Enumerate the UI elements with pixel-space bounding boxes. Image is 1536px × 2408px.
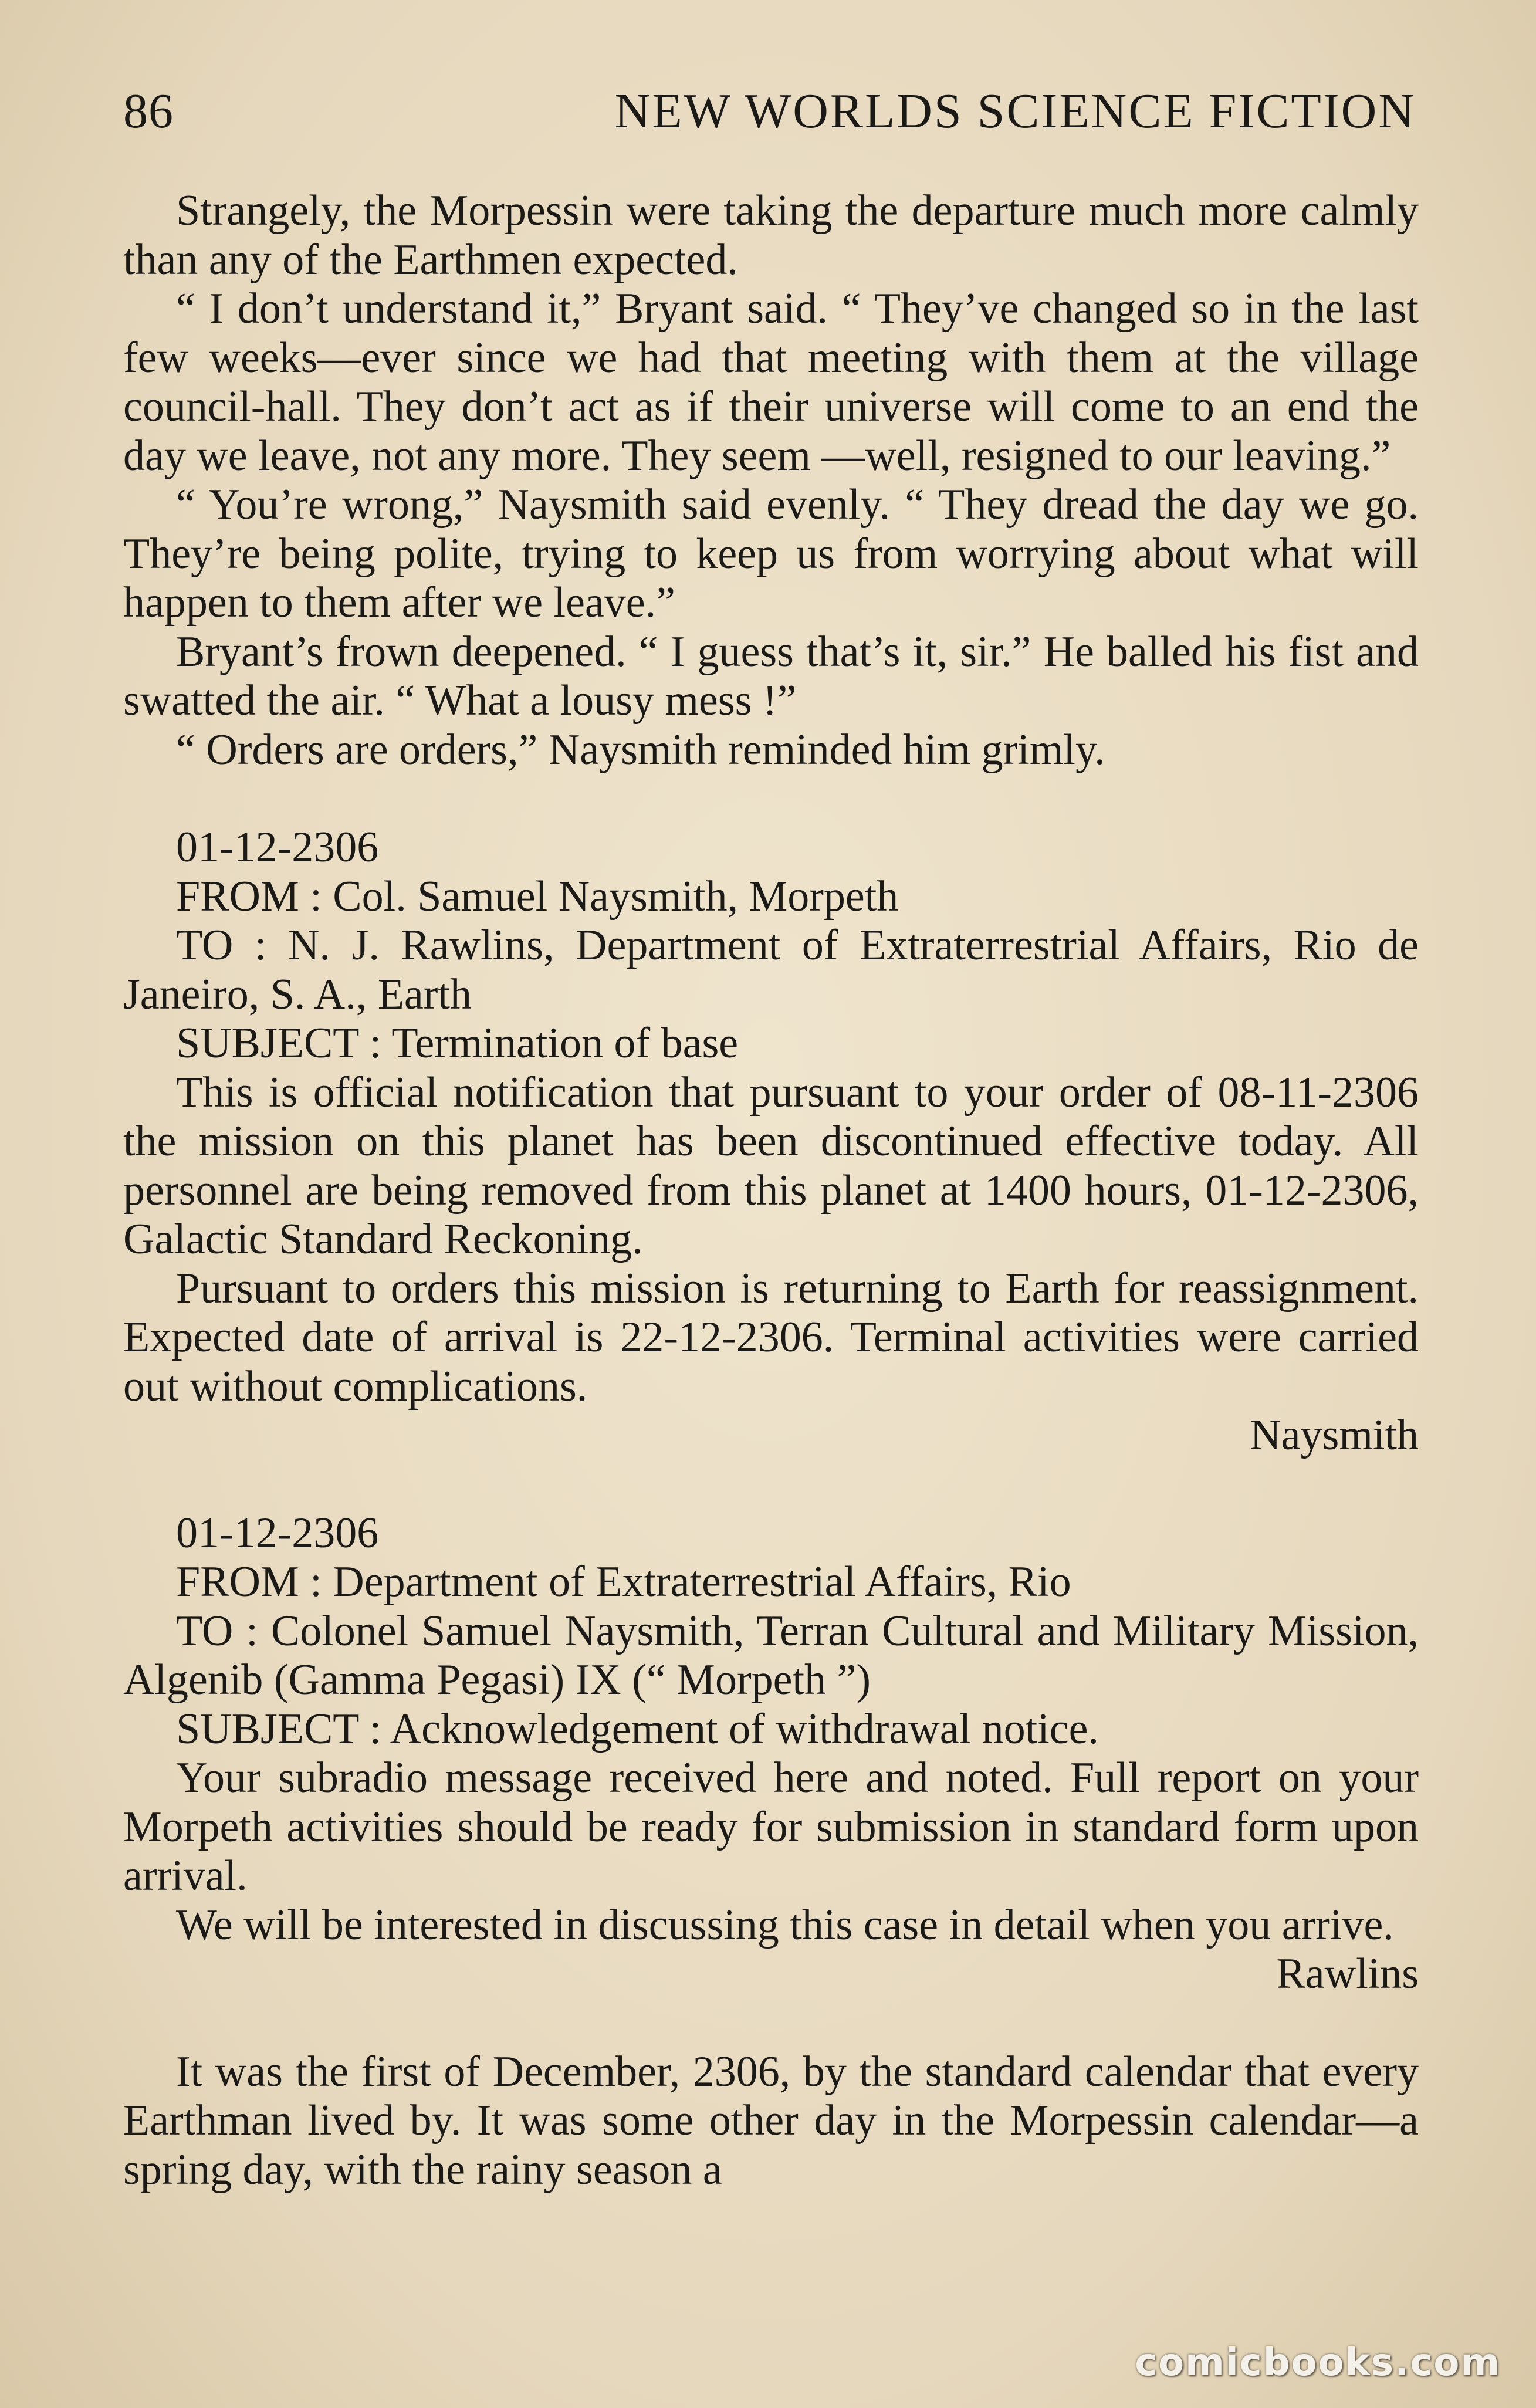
memo-to: TO : N. J. Rawlins, Department of Extraterrestrial Affairs, Rio de Janeiro, S. A., Earth bbox=[123, 921, 1419, 1019]
memo-to: TO : Colonel Samuel Naysmith, Terran Cultural and Military Mission, Algenib (Gamma Pegasi) IX (“ Morpeth ”) bbox=[123, 1607, 1419, 1704]
memo-date: 01-12-2306 bbox=[176, 823, 379, 871]
memo-subject: SUBJECT : Termination of base bbox=[176, 1019, 739, 1067]
memo-from: FROM : Col. Samuel Naysmith, Morpeth bbox=[176, 872, 899, 921]
paragraph: Bryant’s frown deepened. “ I guess that’s it, sir.” He balled his fist and swatted the air. “ What a lousy mess !” bbox=[123, 627, 1419, 725]
memo-date: 01-12-2306 bbox=[176, 1509, 379, 1557]
memo-body: Pursuant to orders this mission is returning to Earth for reassignment. Expected date of arrival is 22-12-2306. Terminal activities were carried out without complications. bbox=[123, 1264, 1419, 1411]
page-header bbox=[123, 79, 1416, 144]
page-number: 86 bbox=[123, 84, 174, 138]
memo-body: We will be interested in discussing this case in detail when you arrive. bbox=[176, 1900, 1394, 1949]
paragraph: “ You’re wrong,” Naysmith said evenly. “ They dread the day we go. They’re being polite, trying to keep us from worrying about what will happen to them after we leave.” bbox=[123, 481, 1419, 627]
memo-signature: Naysmith bbox=[1250, 1411, 1419, 1459]
memo-from: FROM : Department of Extraterrestrial Affairs, Rio bbox=[176, 1558, 1071, 1606]
section-gap bbox=[123, 1999, 1419, 2048]
paragraph: “ Orders are orders,” Naysmith reminded him grimly. bbox=[176, 725, 1105, 774]
memo-signature: Rawlins bbox=[1276, 1950, 1419, 1998]
running-head: NEW WORLDS SCIENCE FICTION bbox=[614, 84, 1416, 138]
memo-rawlins bbox=[123, 1509, 1419, 1999]
memo-body: This is official notification that pursuant to your order of 08-11-2306 the mission on this planet has been discontinued effective today. All personnel are being removed from this planet at 1400 hours, 01-12-2306, Galactic Standard Reckoning. bbox=[123, 1068, 1419, 1263]
section-gap bbox=[123, 1460, 1419, 1509]
memo-naysmith bbox=[123, 823, 1419, 1460]
memo-body: Your subradio message received here and noted. Full report on your Morpeth activities should be ready for submission in standard form upon arrival. bbox=[123, 1754, 1419, 1900]
paragraph: It was the first of December, 2306, by the standard calendar that every Earthman lived by. It was some other day in the Morpessin calendar—a spring day, with the rainy season a bbox=[123, 2047, 1419, 2194]
section-gap bbox=[123, 775, 1419, 823]
watermark: comicbooks.com bbox=[1135, 2341, 1501, 2385]
paragraph: “ I don’t understand it,” Bryant said. “ They’ve changed so in the last few weeks—ever since we had that meeting with them at the village council-hall. They don’t act as if their universe will come to an end the day we leave, not any more. They seem —well, resigned to our leaving.” bbox=[123, 285, 1419, 480]
body-text bbox=[123, 187, 1419, 2194]
memo-subject: SUBJECT : Acknowledgement of withdrawal notice. bbox=[176, 1704, 1099, 1753]
paragraph: Strangely, the Morpessin were taking the departure much more calmly than any of the Earthmen expected. bbox=[123, 187, 1419, 284]
